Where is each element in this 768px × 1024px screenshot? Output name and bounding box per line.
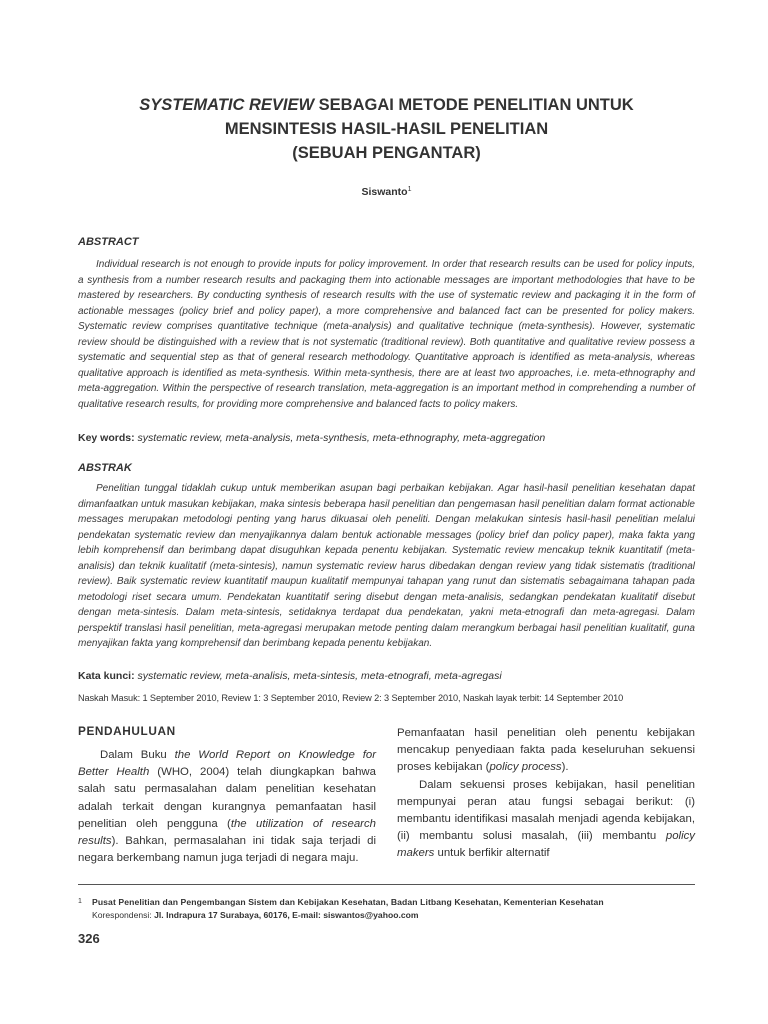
correspondence-label: Korespondensi:: [92, 910, 152, 920]
footnote-divider: [78, 884, 695, 885]
right-p2-text-b: untuk berfikir alternatif: [434, 847, 550, 860]
left-text-c: ). Bahkan, permasalahan ini tidak saja terjadi di negara berkembang namun juga terjadi di negara maju.: [78, 835, 376, 865]
right-p2-italic: policy makers: [397, 830, 695, 860]
correspondence-text: Jl. Indrapura 17 Surabaya, 60176, E-mail: siswantos@yahoo.com: [154, 910, 419, 920]
left-text-a: Dalam Buku: [100, 749, 175, 761]
keywords-list: systematic review, meta-analysis, meta-synthesis, meta-ethnography, meta-aggregation: [137, 432, 546, 444]
abstrak-heading: ABSTRAK: [78, 462, 132, 474]
author-footnote-marker: 1: [407, 186, 412, 193]
footnote-correspondence: [92, 910, 419, 920]
left-italic-term: the utilization of research results: [78, 817, 376, 848]
abstract-heading: ABSTRACT: [78, 236, 139, 248]
right-p2-text-a: Dalam sekuensi proses kebijakan, hasil penelitian mempunyai peran atau fungsi sebagai berikut: (i) membantu identifikasi masalah menjadi agenda kebijakan, (ii) membantu solusi masalah, (iii) membantu: [397, 778, 695, 843]
title-line1-rest: SEBAGAI METODE PENELITIAN UNTUK: [314, 96, 634, 114]
abstract-text: [78, 257, 695, 412]
page-number: 326: [78, 931, 100, 946]
right-p1-text-a: Pemanfaatan hasil penelitian oleh penentu kebijakan mencakup penyediaan fakta pada keseluruhan sekuensi proses kebijakan (: [397, 727, 695, 774]
right-p1-text-b: ).: [561, 761, 569, 774]
body-right-column: [397, 725, 695, 863]
manuscript-dates: Naskah Masuk: 1 September 2010, Review 1: 3 September 2010, Review 2: 3 September 2010, Naskah layak terbit: 14 September 2010: [78, 693, 624, 703]
abstrak-text: [78, 481, 695, 652]
left-book-title: the World Report on Knowledge for Better Health: [78, 749, 376, 779]
title-line3: (SEBUAH PENGANTAR): [292, 144, 481, 162]
paper-title: [78, 93, 695, 165]
affiliation-text: Pusat Penelitian dan Pengembangan Sistem dan Kebijakan Kesehatan, Badan Litbang Kesehatan, Kementerian Kesehatan: [92, 897, 604, 907]
footnote-marker: 1: [78, 898, 82, 905]
body-left-column: [78, 747, 376, 867]
abstract-body: Individual research is not enough to provide inputs for policy improvement. In order that research results can be used for policy inputs, a synthesis from a number research results and packaging them into actionable messages are important methodologies that have to be mastered by researchers. By conducting synthesis of research results with the use of systematic review and packaging it in the form of actionable messages (policy brief and policy paper), a more comprehensive and balanced fact can be presented for policy makers. Systematic review comprises quantitative technique (meta-analysis) and qualitative technique (meta-synthesis). However, systematic review should be distinguished with a review that is not systematic (traditional review). Both quantitative and qualitative review possess a systematic and sequential step as that of general research methodology. Quantitative approach is identified as meta-analysis, whereas qualitative approach is identified as meta-synthesis. Within meta-synthesis, there are at least two approaches, i.e. meta-ethnography and meta-aggregation. Within the perspective of research translation, meta-aggregation is an important method in comprehending a number of qualitative research results, for providing more comprehensive and balanced facts to policy makers.: [78, 259, 695, 410]
author-name: Siswanto: [361, 186, 408, 198]
section-heading-pendahuluan: PENDAHULUAN: [78, 724, 176, 738]
title-line2: MENSINTESIS HASIL-HASIL PENELITIAN: [224, 120, 549, 138]
left-text-b: (WHO, 2004) telah diungkapkan bahwa salah satu permasalahan dalam penelitian kesehatan adalah terkait dengan kurangnya pemanfaatan hasil penelitian oleh pengguna (: [78, 766, 376, 830]
right-p1-italic: policy process: [489, 761, 562, 774]
title-italic-part: SYSTEMATIC REVIEW: [139, 96, 315, 114]
kata-kunci-label: Kata kunci:: [78, 670, 135, 682]
keywords-label: Key words:: [78, 432, 135, 444]
abstract-keywords: [78, 432, 695, 444]
footnote-affiliation: [78, 897, 698, 907]
abstrak-keywords: [78, 670, 695, 682]
author-line: [78, 186, 695, 198]
kata-kunci-list: systematic review, meta-analisis, meta-sintesis, meta-etnografi, meta-agregasi: [137, 670, 502, 682]
abstrak-body: Penelitian tunggal tidaklah cukup untuk memberikan asupan bagi perbaikan kebijakan. Agar hasil-hasil penelitian kesehatan dapat dimanfaatkan untuk masukan kebijakan, maka sintesis beberapa hasil penelitian dan pengemasan hasil penelitian dalam format actionable messages merupakan metodologi penting yang harus dikuasai oleh peneliti. Dengan melakukan sintesis hasil-hasil penelitian melalui pendekatan systematic review dan menyajikannya dalam bentuk actionable messages (policy brief dan policy paper), maka fakta yang lebih komprehensif dan berimbang dapat disuguhkan kepada penentu kebijakan. Systematic review mencakup teknik kuantitatif (meta-analisis) dan teknik kualitatif (meta-sintesis), namun systematic review harus dibedakan dengan review yang tidak sistematis (traditional review). Baik systematic review kuantitatif maupun kualitatif mempunyai tahapan yang runut dan sistematis sebagaimana tahapan pada metodologi riset secara umum. Pendekatan kuantitatif sering disebut dengan meta-analisis, sedangkan pendekatan kualitatif disebut dengan meta-sintesis. Dalam meta-sintesis, setidaknya terdapat dua pendekatan, yakni meta-etnografi dan meta-agregasi. Dalam perspektif translasi hasil penelitian, meta-agregasi merupakan metode penting dalam merangkum berbagai hasil penelitian kualitatif, guna menyajikan fakta yang komprehensif dan berimbang kepada penentu kebijakan.: [78, 483, 695, 649]
